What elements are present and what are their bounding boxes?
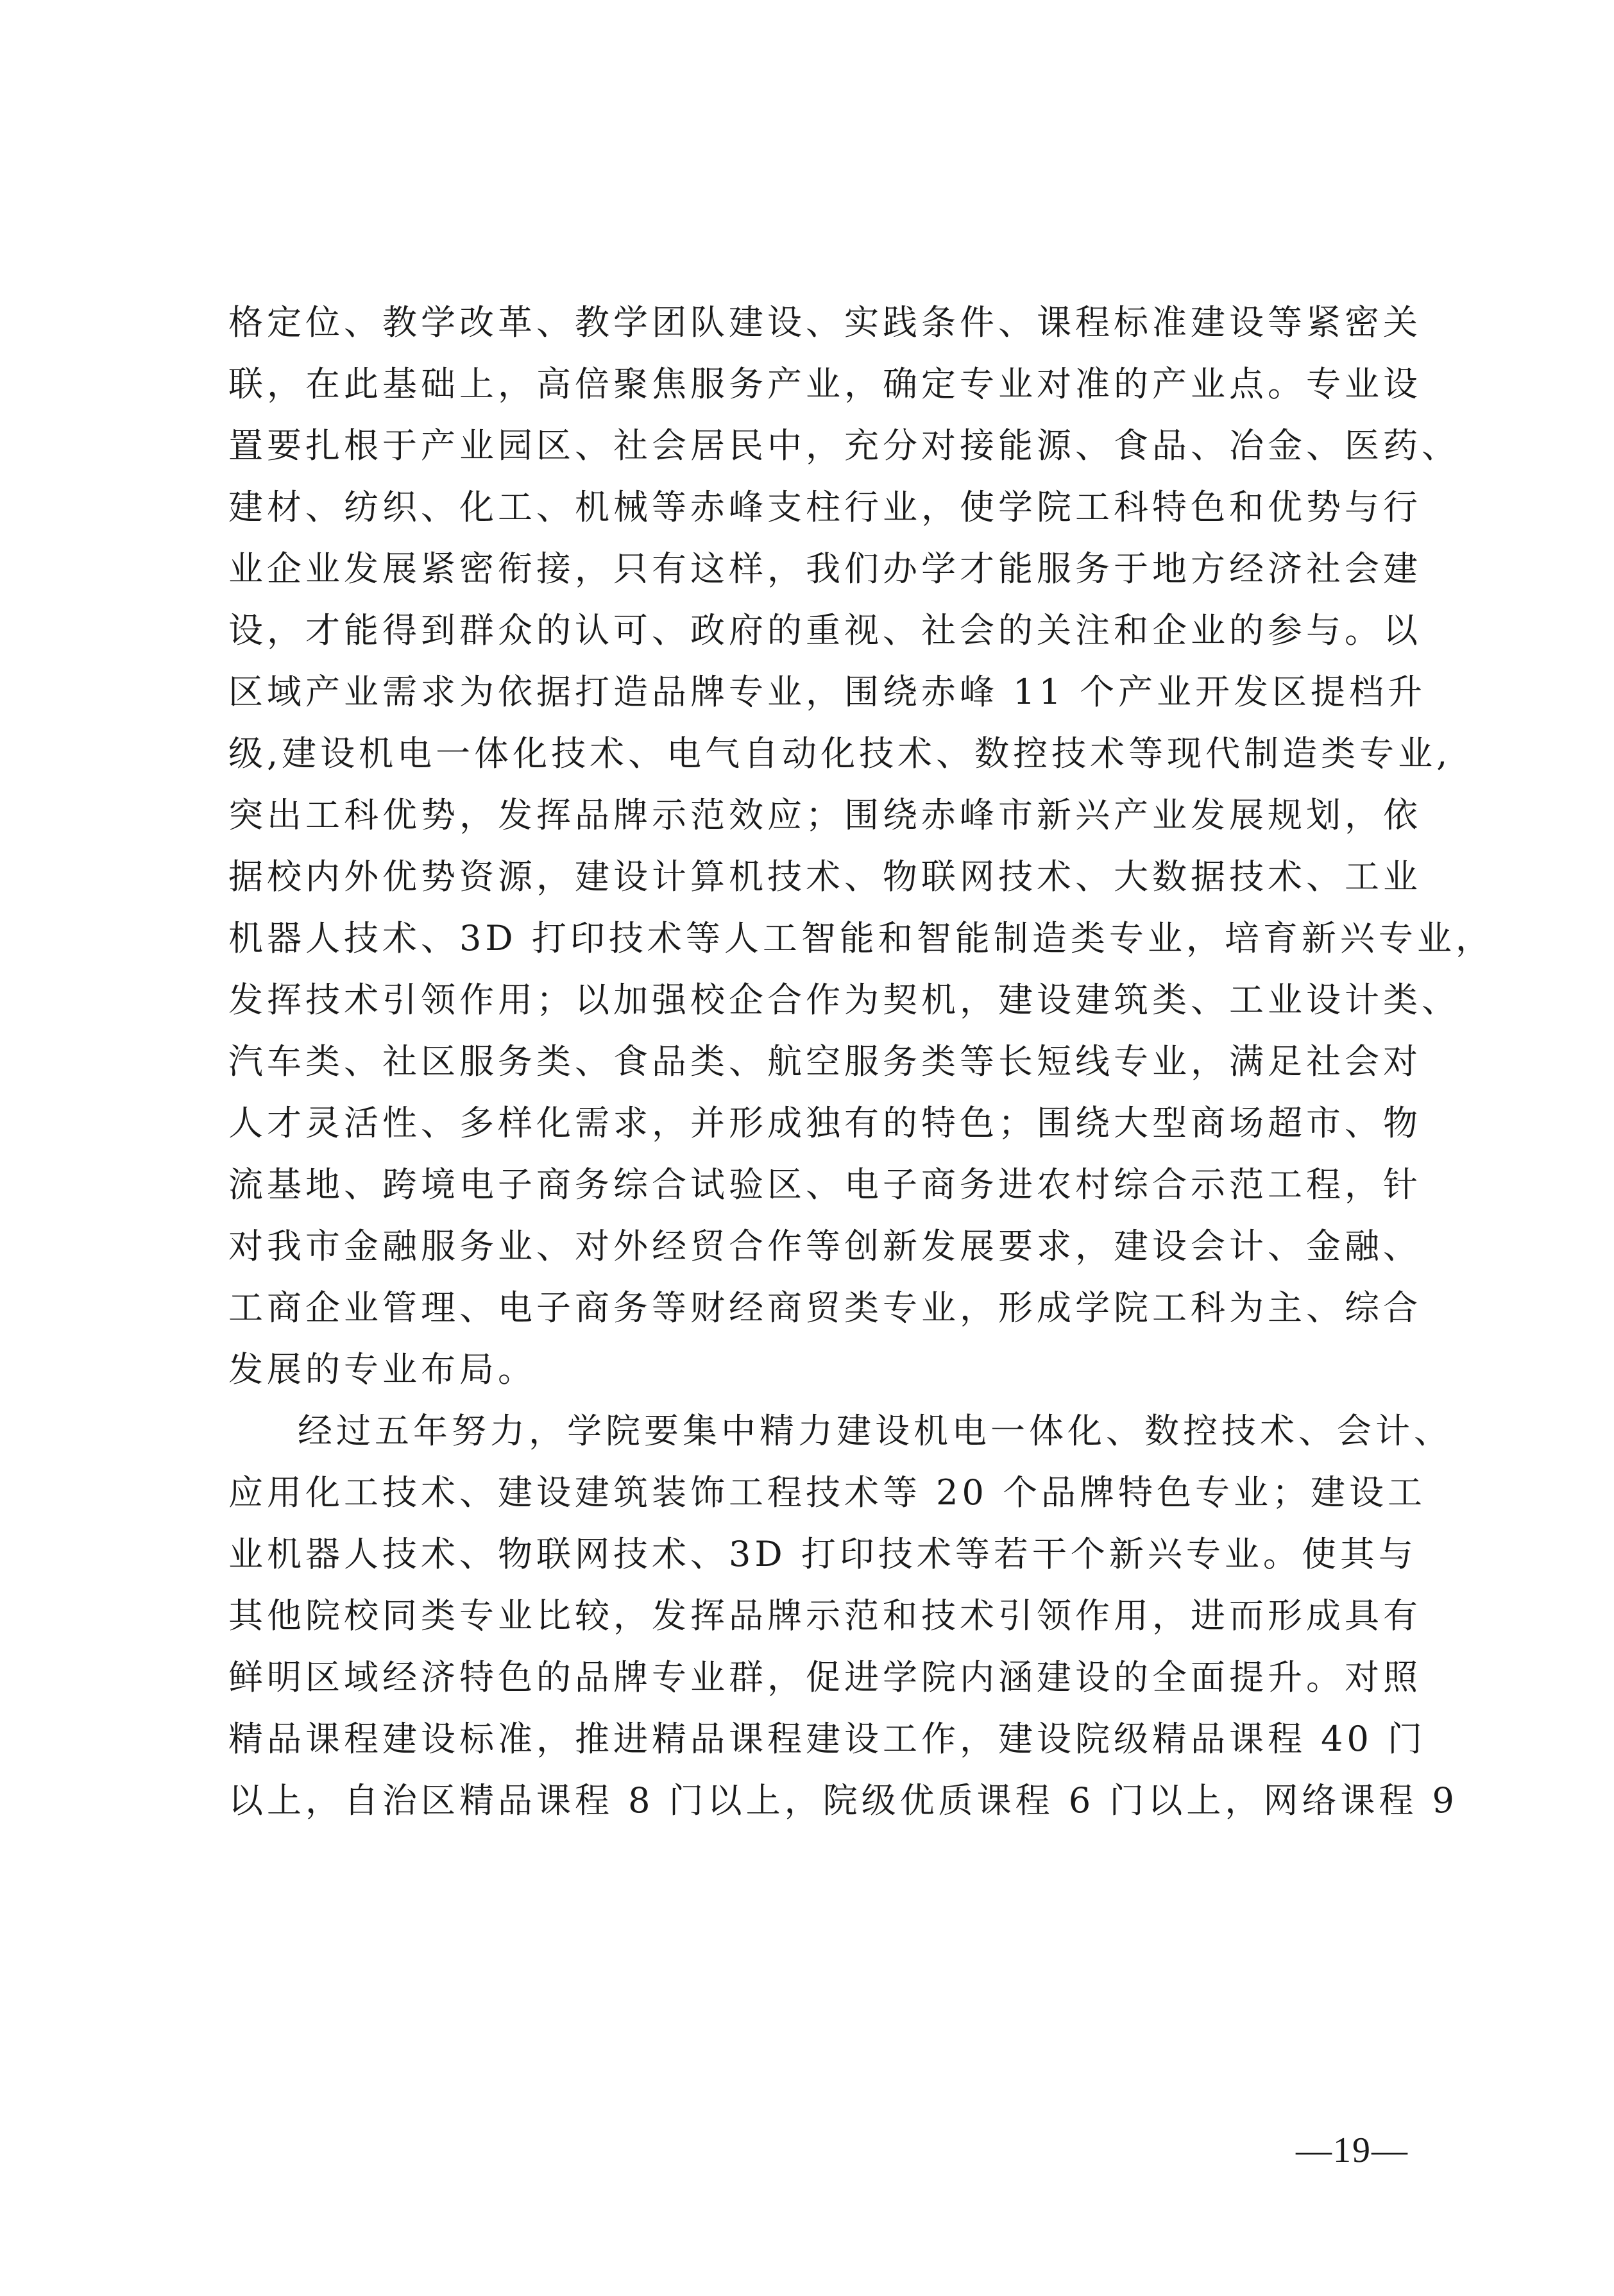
text-line: 机器人技术、3D 打印技术等人工智能和智能制造类专业，培育新兴专业，	[228, 918, 1494, 958]
text-line: 流基地、跨境电子商务综合试验区、电子商务进农村综合示范工程，针	[228, 1164, 1422, 1205]
text-line: 发展的专业布局。	[228, 1349, 536, 1390]
text-line: 以上，自治区精品课程 8 门以上，院级优质课程 6 门以上，网络课程 9	[228, 1780, 1458, 1821]
text-line: 工商企业管理、电子商务等财经商贸类专业，形成学院工科为主、综合	[228, 1288, 1422, 1328]
paragraph	[228, 1400, 1458, 1832]
text-line: 设，才能得到群众的认可、政府的重视、社会的关注和企业的参与。以	[228, 610, 1422, 651]
text-line: 鲜明区域经济特色的品牌专业群，促进学院内涵建设的全面提升。对照	[228, 1657, 1422, 1697]
text-line: 据校内外优势资源，建设计算机技术、物联网技术、大数据技术、工业	[228, 856, 1422, 897]
text-line: 建材、纺织、化工、机械等赤峰支柱行业，使学院工科特色和优势与行	[228, 487, 1422, 527]
text-line: 突出工科优势，发挥品牌示范效应；围绕赤峰市新兴产业发展规划，依	[228, 795, 1422, 835]
text-line: 人才灵活性、多样化需求，并形成独有的特色；围绕大型商场超市、物	[228, 1103, 1422, 1143]
body-text	[228, 292, 1494, 1832]
text-line: 区域产业需求为依据打造品牌专业，围绕赤峰 11 个产业开发区提档升	[228, 672, 1427, 712]
text-line: 应用化工技术、建设建筑装饰工程技术等 20 个品牌特色专业；建设工	[228, 1472, 1427, 1513]
text-line: 精品课程建设标准，推进精品课程建设工作，建设院级精品课程 40 门	[228, 1719, 1427, 1759]
text-line: 业企业发展紧密衔接，只有这样，我们办学才能服务于地方经济社会建	[228, 548, 1422, 589]
text-line: 格定位、教学改革、教学团队建设、实践条件、课程标准建设等紧密关	[228, 302, 1422, 343]
text-line: 联，在此基础上，高倍聚焦服务产业，确定专业对准的产业点。专业设	[228, 364, 1422, 404]
text-line: 汽车类、社区服务类、食品类、航空服务类等长短线专业，满足社会对	[228, 1041, 1422, 1082]
text-line: 置要扎根于产业园区、社会居民中，充分对接能源、食品、冶金、医药、	[228, 425, 1460, 466]
text-line: 其他院校同类专业比较，发挥品牌示范和技术引领作用，进而形成具有	[228, 1595, 1422, 1636]
text-line: 对我市金融服务业、对外经贸合作等创新发展要求，建设会计、金融、	[228, 1226, 1422, 1266]
text-line: 级,建设机电一体化技术、电气自动化技术、数控技术等现代制造类专业,	[228, 733, 1452, 774]
text-line: 发挥技术引领作用；以加强校企合作为契机，建设建筑类、工业设计类、	[228, 980, 1460, 1020]
page-number: —19—	[1296, 2130, 1409, 2170]
paragraph	[228, 292, 1494, 1400]
text-line: 经过五年努力，学院要集中精力建设机电一体化、数控技术、会计、	[298, 1411, 1452, 1451]
text-line: 业机器人技术、物联网技术、3D 打印技术等若干个新兴专业。使其与	[228, 1534, 1417, 1574]
